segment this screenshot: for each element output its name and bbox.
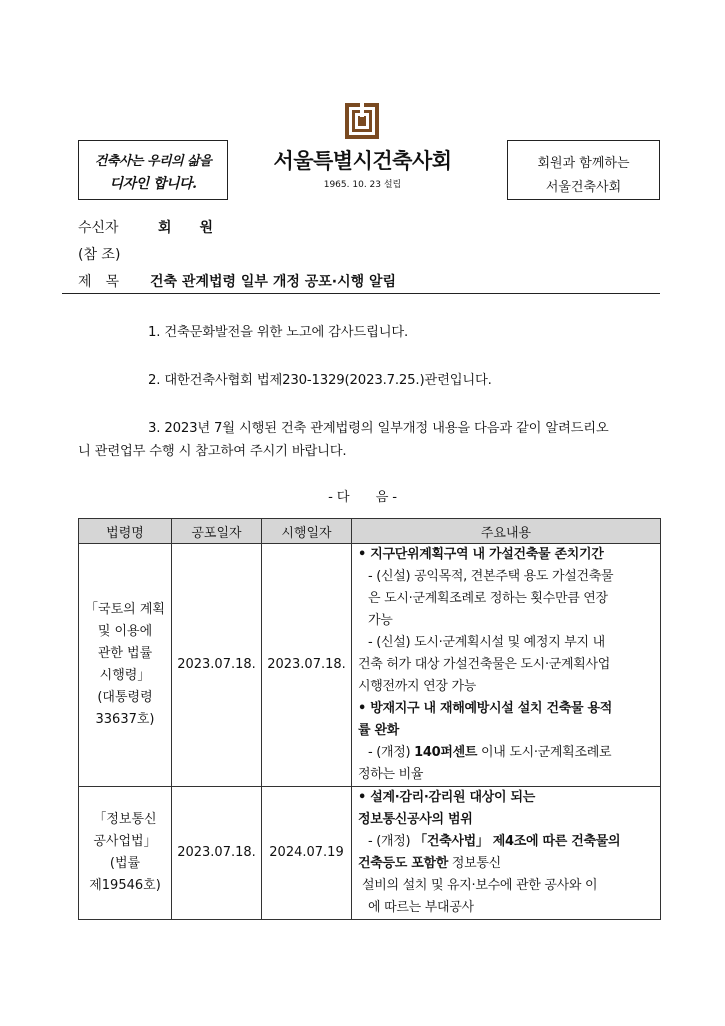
content-emphasis: 건축등도 포함한: [358, 856, 449, 871]
promulgated-date: 2023.07.18.: [172, 787, 262, 920]
org-logo-icon: [345, 103, 379, 139]
content-line: [358, 853, 655, 875]
content-line: 률 완화: [358, 723, 399, 738]
content-bullet: • 지구단위계획구역 내 가설건축물 존치기간: [358, 547, 604, 562]
content-emphasis: 140퍼센트: [414, 745, 478, 760]
effective-date: 2024.07.19: [262, 787, 352, 920]
tagline-box: [507, 140, 660, 200]
law-name-line: (법률: [109, 856, 141, 871]
table-header-row: [79, 519, 661, 544]
content-line: 정보통신공사의 범위: [358, 812, 473, 827]
content-text: 정보통신: [448, 856, 501, 871]
main-content-cell: [352, 544, 661, 787]
content-bullet: • 설계·감리·감리원 대상이 되는: [358, 790, 536, 805]
content-line: 설비의 설치 및 유지·보수에 관한 공사와 이: [362, 878, 598, 893]
content-line: - (신설) 공익목적, 견본주택 용도 가설건축물: [368, 569, 614, 584]
content-text: 이내 도시·군계획조례로: [477, 745, 612, 760]
content-line: 건축 허가 대상 가설건축물은 도시·군계획사업: [358, 657, 611, 672]
content-emphasis: 「건축사법」 제4조에 따른 건축물의: [414, 834, 621, 849]
subject-value: 건축 관계법령 일부 개정 공포·시행 알림: [150, 274, 397, 290]
paragraph-3-line-2: 니 관련업무 수행 시 참고하여 주시기 바랍니다.: [78, 444, 347, 459]
paragraph-3-line-1: 3. 2023년 7월 시행된 건축 관계법령의 일부개정 내용을 다음과 같이 알려드리오: [148, 421, 609, 436]
law-name-line: 관한 법률: [97, 646, 153, 661]
law-name-cell: [79, 787, 172, 920]
main-content-cell: [352, 787, 661, 920]
section-title: - 다 음 -: [328, 490, 397, 505]
tagline-line-1: 회원과 함께하는: [537, 156, 630, 171]
slogan-line-2: 디자인 합니다.: [109, 176, 197, 192]
law-name-line: 「국토의 계획: [85, 602, 165, 617]
content-line: [358, 742, 655, 764]
promulgated-date: 2023.07.18.: [172, 544, 262, 787]
paragraph-2: 2. 대한건축사협회 법제230-1329(2023.7.25.)관련입니다.: [148, 373, 492, 388]
content-line: 은 도시·군계획조례로 정하는 횟수만큼 연장: [368, 591, 608, 606]
law-name-line: (대통령령: [97, 690, 153, 705]
law-table: [78, 518, 661, 920]
law-name-line: 33637호): [95, 712, 155, 727]
header-main-content: 주요내용: [352, 519, 661, 544]
org-name: 서울특별시건축사회: [273, 149, 452, 173]
reference-label: (참 조): [78, 247, 121, 263]
header-law-name: 법령명: [79, 519, 172, 544]
header-promulgated: 공포일자: [172, 519, 262, 544]
content-line: 시행전까지 연장 가능: [358, 679, 476, 694]
law-name-line: 공사업법」: [93, 834, 157, 849]
established-date: 1965. 10. 23 설립: [323, 180, 402, 190]
table-row: [79, 787, 661, 920]
header-effective: 시행일자: [262, 519, 352, 544]
content-text: - (개정): [368, 745, 415, 760]
divider: [62, 293, 660, 294]
content-line: - (신설) 도시·군계획시설 및 예정지 부지 내: [368, 635, 605, 650]
law-name-line: 및 이용에: [97, 624, 153, 639]
paragraph-1: 1. 건축문화발전을 위한 노고에 감사드립니다.: [148, 325, 409, 340]
content-bullet: • 방재지구 내 재해예방시설 설치 건축물 용적: [358, 701, 613, 716]
law-name-line: 시행령」: [99, 668, 151, 683]
content-line: 가능: [368, 613, 393, 628]
effective-date: 2023.07.18.: [262, 544, 352, 787]
content-line: 정하는 비율: [358, 767, 424, 782]
subject-label: 제 목: [78, 274, 120, 290]
tagline-line-2: 서울건축사회: [545, 180, 622, 195]
content-line: 에 따르는 부대공사: [368, 900, 474, 915]
law-name-line: 「정보통신: [93, 812, 157, 827]
content-line: [358, 831, 655, 853]
recipient-label: 수신자: [78, 220, 119, 236]
law-name-cell: [79, 544, 172, 787]
table-row: [79, 544, 661, 787]
slogan-line-1: 건축사는 우리의 삶을: [94, 154, 212, 169]
law-name-line: 제19546호): [89, 878, 161, 893]
slogan-box: [78, 140, 228, 200]
content-text: - (개정): [368, 834, 415, 849]
recipient-value: 회 원: [158, 220, 214, 236]
